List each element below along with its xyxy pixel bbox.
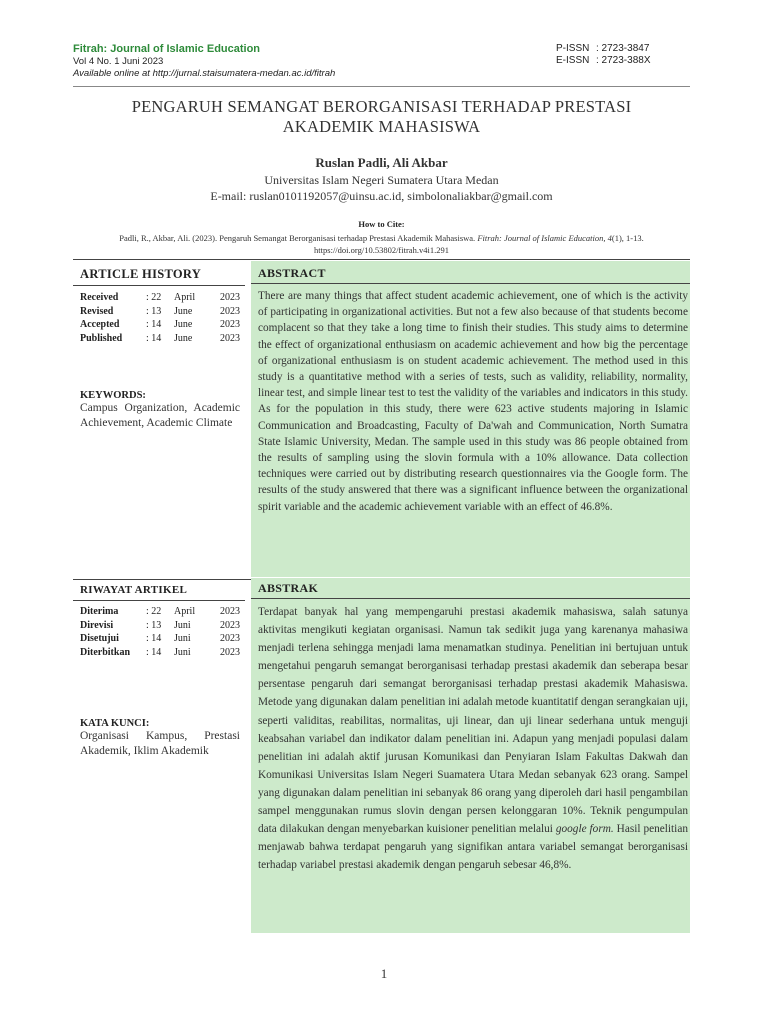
history-row: Disetujui : 14 Juni 2023 <box>80 633 240 644</box>
history-title-rule <box>73 285 245 286</box>
citation-text: Padli, R., Akbar, Ali. (2023). Pengaruh Semangat Berorganisasi terhadap Prestasi Akademik Mahasiswa. <box>119 233 478 243</box>
google-form-emphasis: google form. <box>555 823 614 836</box>
page-number: 1 <box>380 966 388 981</box>
journal-header <box>73 43 493 80</box>
riwayat-artikel-title: RIWAYAT ARTIKEL <box>80 584 188 596</box>
author-email[interactable]: E-mail: ruslan0101192057@uinsu.ac.id, simbolonaliakbar@gmail.com <box>210 189 553 203</box>
e-issn-value: : 2723-388X <box>596 55 651 66</box>
history-row: Accepted : 14 June 2023 <box>80 319 240 330</box>
kata-kunci <box>80 718 240 759</box>
header-divider <box>73 86 690 87</box>
riwayat-title-rule <box>73 600 245 601</box>
keywords-text: Campus Organization, Academic Achievement, Academic Climate <box>80 402 240 429</box>
article-history-dates <box>80 291 240 345</box>
p-issn-label: P-ISSN <box>556 43 590 54</box>
p-issn-value: : 2723-3847 <box>596 43 650 54</box>
history-row: Diterima : 22 April 2023 <box>80 606 240 617</box>
article-history-title: ARTICLE HISTORY <box>80 267 202 281</box>
riwayat-dates <box>80 605 240 659</box>
journal-name: Fitrah: Journal of Islamic Education <box>73 43 261 55</box>
history-row: Revised : 13 June 2023 <box>80 305 240 317</box>
abstrak-title: ABSTRAK <box>258 581 319 595</box>
e-issn <box>556 55 706 67</box>
volume-info: Vol 4 No. 1 Juni 2023 <box>73 56 164 67</box>
citation <box>73 232 690 256</box>
english-section <box>73 259 690 579</box>
kata-kunci-title: KATA KUNCI: <box>80 718 150 729</box>
citation-volume: 4 <box>607 233 612 243</box>
title-line-2: AKADEMIK MAHASISWA <box>282 117 481 136</box>
abstract-title-rule <box>251 283 690 284</box>
abstract-text: There are many things that affect student academic achievement, one of which is the activity of participating in organizational activities. But not a few also because of that students become complacent so that they take a long time to finish their studies. This study aims to determine the effect of organizational enthusiasm on academic achievement and how big the percentage of organizational enthusiasm is on student academic achievement. The method used in this study is a quantitative method with a series of tests, such as validity, reliability, normality, linear test, and simple linear test to test the validity of the variables and indicators in this study. As for the population in this study, there were 623 active students majoring in Islamic Communication and Broadcasting, Faculty of Da'wah and Communication, North Sumatra State Islamic University, Medan. The sample used in this study was 86 people obtained from the results of sampling using the slovin formula with a 10% allowance. Data collection techniques were carried out by distributing research questionnaires via the Google form. The results of the study answered that there was a significant influence between the organizational spirit variable and the academic achievement variable with an effect of 46.8%. <box>258 290 688 513</box>
kata-kunci-text: Organisasi Kampus, Prestasi Akademik, Iklim Akademik <box>80 730 240 757</box>
keywords <box>80 390 240 431</box>
citation-journal: Fitrah: Journal of Islamic Education, <box>477 233 606 243</box>
article-title <box>73 97 690 137</box>
section-top-rule <box>73 259 690 260</box>
history-row: Direvisi : 13 Juni 2023 <box>80 619 240 631</box>
abstrak-text: Terdapat banyak hal yang mempengaruhi prestasi akademik mahasiswa, salah satunya aktivitas mengikuti kegiatan organisasi. Namun tak sedikit juga yang karenanya mahasiwa menjadi terlena sehingga menjadi lama menamatkan studinya. Penelitian ini bertujuan untuk mengetahui pengaruh semangat berorganisasi terhadap prestasi akademik dan seberapa besar persentase pengaruh dari semangat berorganisasi terhadap prestasi akademik Mahasiswa. Metode yang digunakan dalam penelitian ini adalah metode kuantitatif dengan serangkaian uji, seperti validitas, reabilitas, normalitas, uji linear, dan uji linear sederhana untuk menguji keabsahan variabel dan indikator dalam penelitian ini. Adapun yang menjadi populasi dalam penelitian ini adalah aktif jurusan Komunikasi dan Penyiaran Islam Fakultas Dakwah dan Komunikasi Universitas Islam Negeri Suamatera Utara Medan sebanyak 623 orang. Sampel yang digunakan dalam penelitian ini sebanyak 86 orang yang diperoleh dari hasil pengambilan sampel menggunakan rumus slovin dengan persen kelonggaran 10%. Teknik pengumpulan data dilakukan dengan menyebarkan kuisioner penelitian melalui google form. Hasil penelitian menjawab bahwa terdapat pengaruh yang signifikan antara variabel semangat berorganisasi terhadap variabel prestasi akademik dengan pengaruh sebesar 46,8%. <box>258 606 688 872</box>
authors: Ruslan Padli, Ali Akbar <box>315 155 448 170</box>
indonesian-section <box>73 578 690 934</box>
e-issn-label: E-ISSN <box>556 55 590 66</box>
affiliation: Universitas Islam Negeri Sumatera Utara Medan <box>264 173 499 187</box>
history-row: Diterbitkan : 14 Juni 2023 <box>80 646 240 658</box>
abstract-box <box>251 261 690 577</box>
title-line-1: PENGARUH SEMANGAT BERORGANISASI TERHADAP PRESTASI <box>131 97 632 116</box>
citation-doi[interactable]: (1), 1-13. https://doi.org/10.53802/fitrah.v4i1.291 <box>314 233 644 255</box>
history-row: Published : 14 June 2023 <box>80 332 240 344</box>
abstract-title: ABSTRACT <box>258 266 326 280</box>
keywords-title: KEYWORDS: <box>80 390 146 401</box>
history-row: Received : 22 April 2023 <box>80 292 240 303</box>
how-to-cite-title: How to Cite: <box>358 219 405 229</box>
issn-block <box>556 43 706 67</box>
available-online-link[interactable]: Available online at http://jurnal.staisumatera-medan.ac.id/fitrah <box>73 68 336 79</box>
riwayat-artikel <box>80 584 240 596</box>
abstrak-box <box>251 578 690 933</box>
abstrak-title-rule <box>251 598 690 599</box>
article-history <box>80 267 240 282</box>
p-issn <box>556 43 706 55</box>
